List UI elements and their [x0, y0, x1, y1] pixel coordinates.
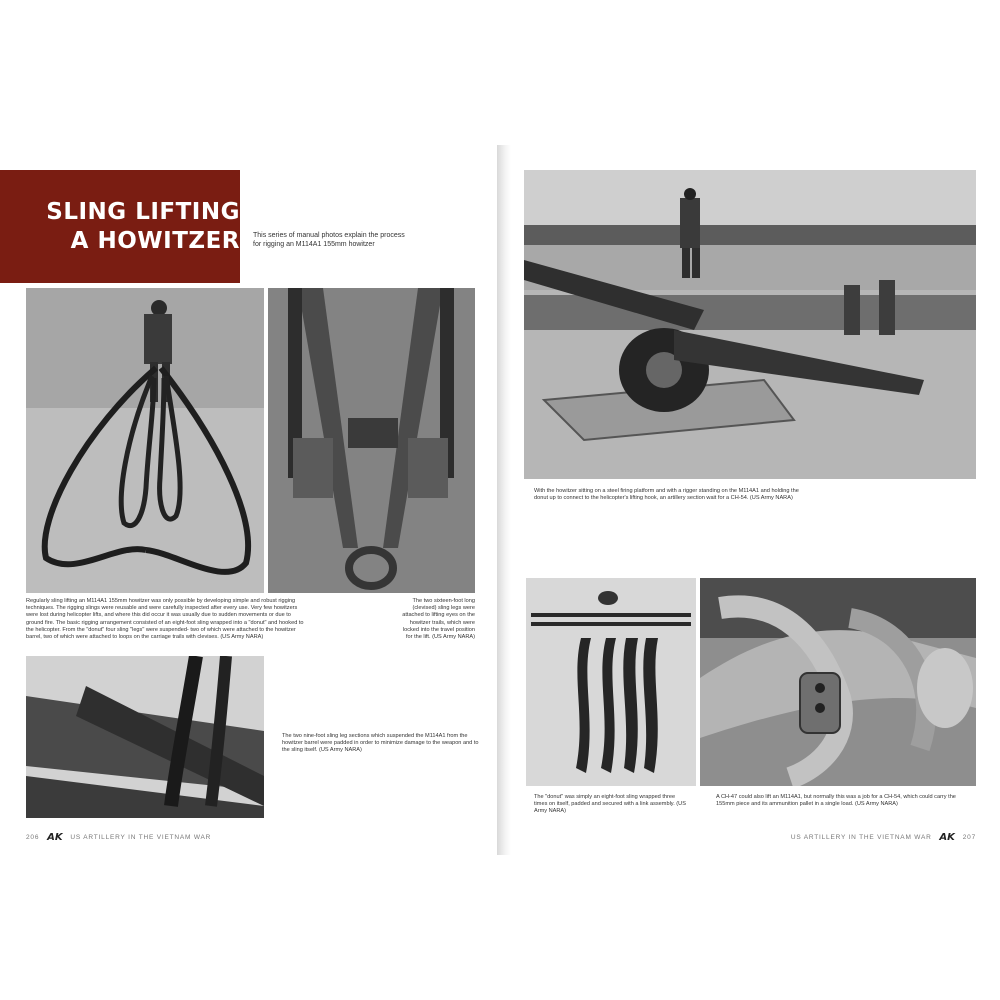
photo-slings-on-ground [26, 288, 264, 593]
intro-text: This series of manual photos explain the process for rigging an M114A1 155mm howitzer [253, 232, 405, 248]
book-spine [497, 145, 511, 855]
left-book-title: US ARTILLERY IN THE VIETNAM WAR [70, 834, 212, 841]
caption-donut-sling: The "donut" was simply an eight-foot sling wrapped three times on itself, padded and secured with a link assembly. (US Army NARA) [534, 794, 686, 815]
photo-barrel-slings [26, 656, 264, 818]
page-title [45, 198, 240, 256]
caption-barrel-slings: The two nine-foot sling leg sections which suspended the M114A1 from the howitzer barrel were padded in order to minimize damage to the weapon and to the sling itself. (US Army NARA) [282, 733, 479, 754]
photo-link-assembly [700, 578, 976, 786]
photo-firing-platform [524, 170, 976, 479]
ak-logo-right: AK [939, 832, 955, 843]
caption-trail-slings: The two sixteen-foot long (clevised) sling legs were attached to lifting eyes on the howitzer trails, which were locked into the travel position for the lift. (US Army NARA) [402, 598, 475, 641]
right-page-number: 207 [962, 834, 976, 841]
photo-donut-sling [526, 578, 696, 786]
photo-trail-slings [268, 288, 475, 593]
left-page-number: 206 [26, 834, 40, 841]
title-line-2: A HOWITZER [70, 228, 240, 254]
caption-firing-platform: With the howitzer sitting on a steel firing platform and with a rigger standing on the M114A1 and holding the donut up to connect to the helicopter's lifting hook, an artillery section wait for a CH-54. (US Army NARA) [534, 488, 799, 502]
caption-slings-on-ground: Regularly sling lifting an M114A1 155mm howitzer was only possible by developing simple and robust rigging techniques. The rigging slings were reusable and were carefully inspected after every use. Very few howitzers were lost during helicopter lifts, and where this did occur it was usually due to sudden movements or due to ground fire. The basic rigging arrangement consisted of an eight-foot sling wrapped into a "donut" and hooked to the helicopter. From the "donut" four sling "legs" were suspended- two of which were attached to the howitzer barrel, two of which were attached to loops on the carriage trails with clevises. (US Army NARA) [26, 598, 304, 641]
footer-right [791, 832, 976, 843]
right-book-title: US ARTILLERY IN THE VIETNAM WAR [790, 834, 932, 841]
caption-ch47: A CH-47 could also lift an M114A1, but normally this was a job for a CH-54, which could carry the 155mm piece and its ammunition pallet in a single load. (US Army NARA) [716, 794, 956, 808]
footer-left [26, 832, 211, 843]
ak-logo: AK [47, 832, 63, 843]
title-line-1: SLING LIFTING [46, 199, 240, 225]
